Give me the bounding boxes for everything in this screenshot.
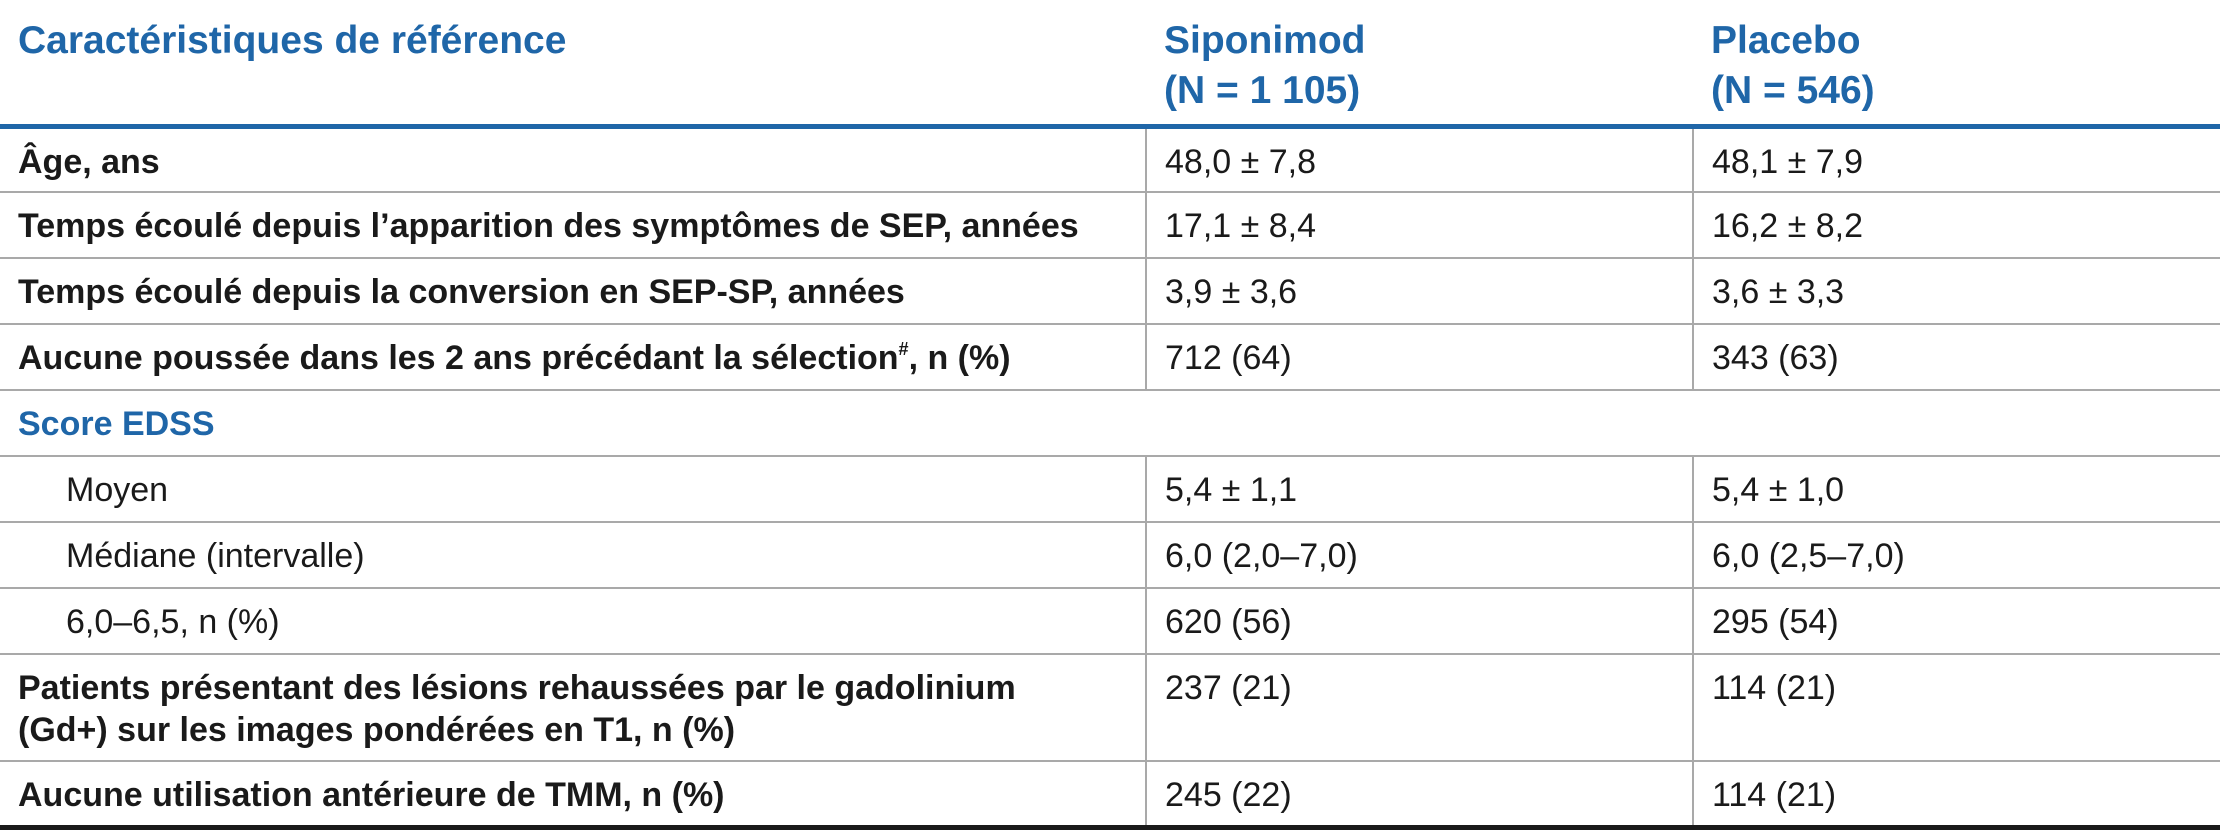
row-label	[0, 654, 1146, 761]
header-placebo-name: Placebo	[1711, 19, 1861, 62]
table-row-spms-conversion	[0, 258, 2220, 324]
placebo-value: 114 (21)	[1693, 654, 2220, 761]
row-label: Temps écoulé depuis l’apparition des symptômes de SEP, années	[0, 192, 1146, 258]
header-characteristics	[0, 0, 1146, 126]
header-row	[0, 0, 2220, 126]
row-label: Âge, ans	[0, 126, 1146, 192]
row-label: Aucune utilisation antérieure de TMM, n (%)	[0, 761, 1146, 827]
table-body	[0, 126, 2220, 827]
header-characteristics-label: Caractéristiques de référence	[18, 19, 567, 62]
placebo-value: 3,6 ± 3,3	[1693, 258, 2220, 324]
table-row-edss-median	[0, 522, 2220, 588]
table-row-age	[0, 126, 2220, 192]
header-placebo	[1693, 0, 2220, 126]
siponimod-value: 620 (56)	[1146, 588, 1693, 654]
table-row-no-prior-dmt	[0, 761, 2220, 827]
siponimod-value: 5,4 ± 1,1	[1146, 456, 1693, 522]
siponimod-value: 237 (21)	[1146, 654, 1693, 761]
row-label	[0, 324, 1146, 390]
row-label: Moyen	[0, 456, 1146, 522]
placebo-value: 295 (54)	[1693, 588, 2220, 654]
table-header	[0, 0, 2220, 126]
placebo-value: 343 (63)	[1693, 324, 2220, 390]
siponimod-value: 712 (64)	[1146, 324, 1693, 390]
section-label: Score EDSS	[0, 390, 2220, 456]
siponimod-value: 48,0 ± 7,8	[1146, 126, 1693, 192]
table-row-edss-mean	[0, 456, 2220, 522]
section-row-edss	[0, 390, 2220, 456]
row-label-line2: (Gd+) sur les images pondérées en T1, n (%)	[18, 711, 736, 749]
row-label: 6,0–6,5, n (%)	[0, 588, 1146, 654]
header-siponimod-name: Siponimod	[1164, 19, 1366, 62]
row-label-line1: Patients présentant des lésions rehaussées par le gadolinium	[18, 669, 1016, 707]
table-row-gd-lesions	[0, 654, 2220, 761]
header-siponimod-n: (N = 1 105)	[1164, 69, 1361, 112]
table-row-edss-range	[0, 588, 2220, 654]
header-placebo-n: (N = 546)	[1711, 69, 1875, 112]
siponimod-value: 245 (22)	[1146, 761, 1693, 827]
placebo-value: 114 (21)	[1693, 761, 2220, 827]
siponimod-value: 17,1 ± 8,4	[1146, 192, 1693, 258]
row-label-tail: , n (%)	[908, 339, 1011, 377]
placebo-value: 16,2 ± 8,2	[1693, 192, 2220, 258]
placebo-value: 48,1 ± 7,9	[1693, 126, 2220, 192]
header-siponimod	[1146, 0, 1693, 126]
row-label: Temps écoulé depuis la conversion en SEP-SP, années	[0, 258, 1146, 324]
siponimod-value: 6,0 (2,0–7,0)	[1146, 522, 1693, 588]
row-label: Médiane (intervalle)	[0, 522, 1146, 588]
row-label-main: Aucune poussée dans les 2 ans précédant la sélection	[18, 339, 899, 377]
placebo-value: 5,4 ± 1,0	[1693, 456, 2220, 522]
table-row-symptom-onset	[0, 192, 2220, 258]
siponimod-value: 3,9 ± 3,6	[1146, 258, 1693, 324]
table-row-no-relapse	[0, 324, 2220, 390]
footnote-marker: #	[898, 339, 909, 359]
placebo-value: 6,0 (2,5–7,0)	[1693, 522, 2220, 588]
